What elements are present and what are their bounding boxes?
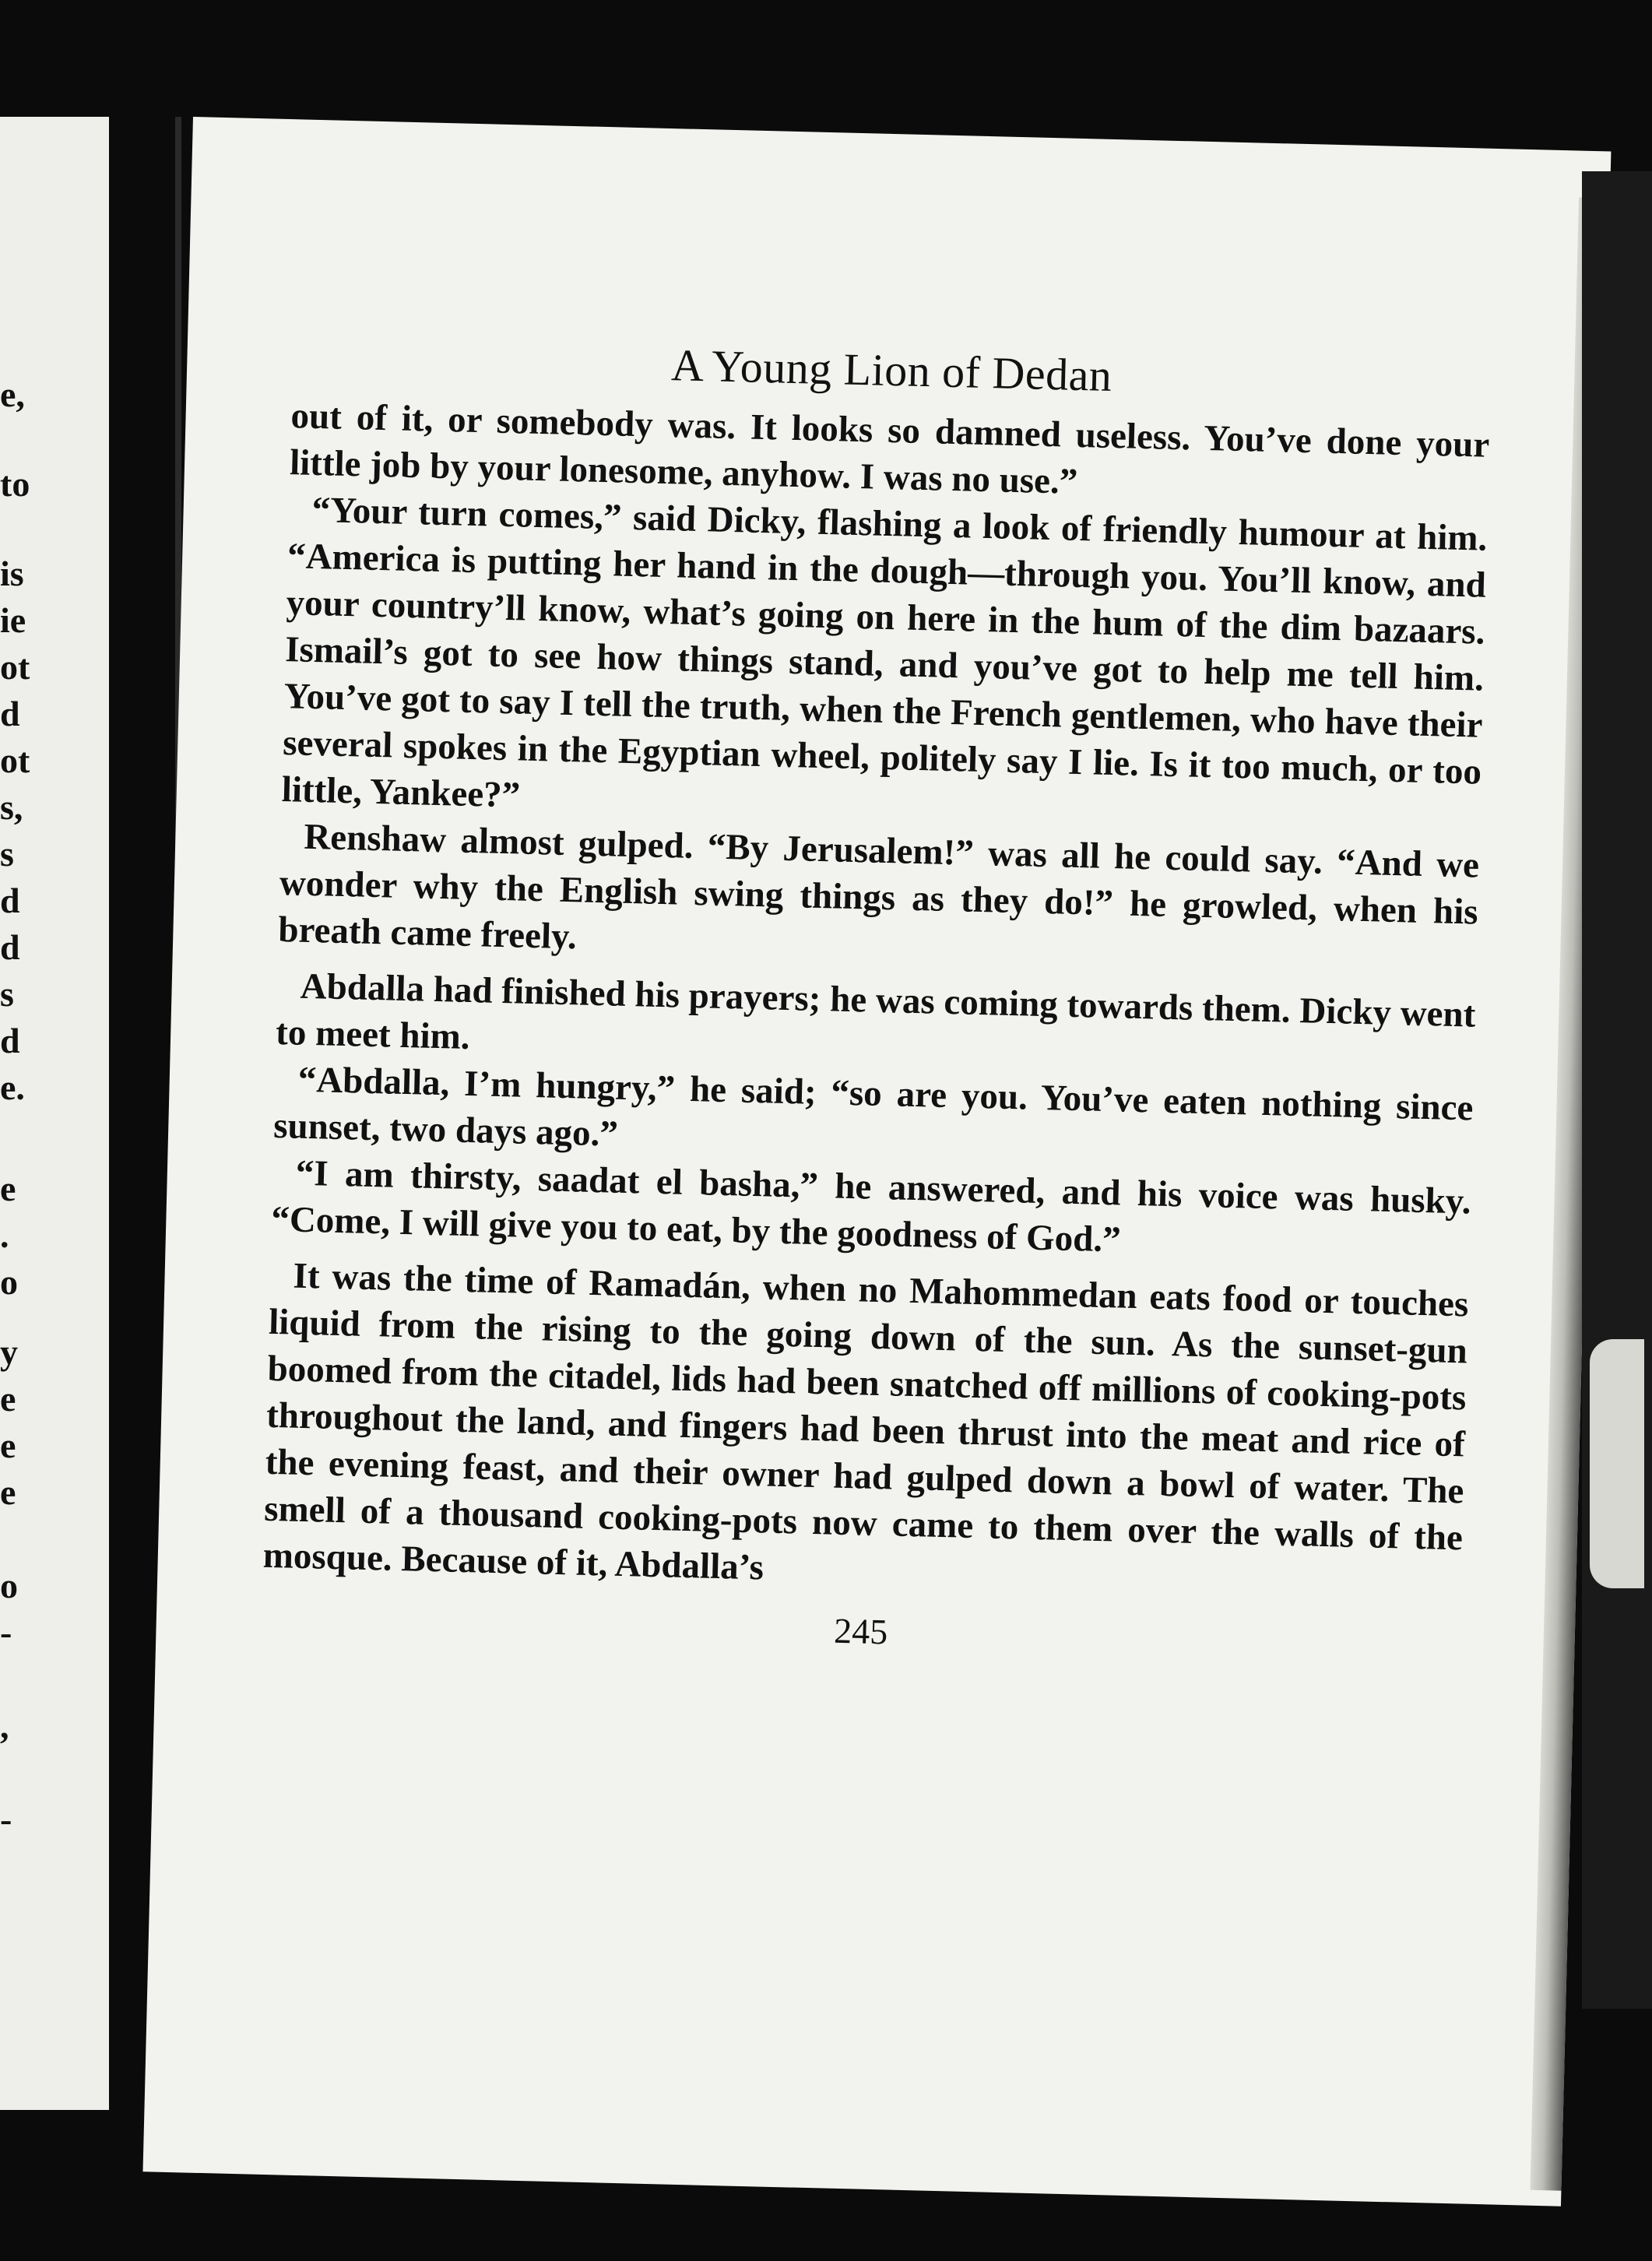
paragraph: Renshaw almost gulped. “By Jerusalem!” was all he could say. “And we wonder why the English swing things as they do!” he growled, when his breath came freely. xyxy=(277,816,1480,958)
paragraph: out of it, or somebody was. It looks so damned useless. You’ve done your little job by your lonesome, anyhow. I was no use.” xyxy=(289,396,1490,502)
left-fragment: ot xyxy=(0,647,30,687)
left-fragment: , xyxy=(0,1706,9,1746)
left-fragment: ie xyxy=(0,600,26,640)
left-fragment: e xyxy=(0,1472,16,1512)
left-fragment: e xyxy=(0,1379,16,1419)
left-fragment: o xyxy=(0,1262,18,1302)
page-content xyxy=(261,329,1492,1666)
paragraph: “I am thirsty, saadat el basha,” he answered, and his voice was husky. “Come, I will give you to eat, by the goodness of God.” xyxy=(270,1152,1472,1261)
left-fragment: e xyxy=(0,1169,16,1208)
left-fragment: - xyxy=(0,1612,12,1652)
right-page xyxy=(142,117,1611,2206)
left-fragment: e. xyxy=(0,1067,25,1107)
paragraph: “Your turn comes,” said Dicky, flashing a look of friendly humour at him. “America is putting her hand in the dough—through you. You’ll know, and your country’ll know, what’s going on here in the hum of the dim bazaars. Ismail’s got to see how things stand, and you’ve got to help me tell him. You’ve got to say I tell the truth, when the French gentlemen, who have their several spokes in the Egyptian wheel, politely say I lie. Is it too much, or too little, Yankee?” xyxy=(281,489,1488,816)
left-fragment: to xyxy=(0,464,30,504)
left-fragment: d xyxy=(0,927,20,967)
left-fragment: d xyxy=(0,694,20,733)
book-cover-edge xyxy=(1582,171,1652,2009)
cover-highlight xyxy=(1590,1339,1644,1588)
left-fragment: y xyxy=(0,1332,18,1372)
running-head: A Young Lion of Dedan xyxy=(670,339,1113,401)
left-fragment: . xyxy=(0,1215,9,1255)
left-page-text-fragments xyxy=(0,117,109,2110)
left-fragment: e, xyxy=(0,374,25,414)
paragraph: It was the time of Ramadán, when no Mahommedan eats food or touches liquid from the rising to the going down of the sun. As the sunset-gun boomed from the citadel, lids had been snatched off millions of cooking-pots throughout the land, and fingers had been thrust into the meat and rice of the evening feast, and their owner had gulped down a bowl of water. The smell of a thousand cooking-pots now came to them over the walls of the mosque. Because of it, Abdalla’s xyxy=(262,1255,1469,1588)
left-fragment: is xyxy=(0,554,24,593)
left-fragment: s, xyxy=(0,787,23,827)
left-facing-page xyxy=(0,117,109,2110)
left-fragment: d xyxy=(0,1021,20,1060)
left-fragment: - xyxy=(0,1799,12,1839)
left-fragment: d xyxy=(0,881,20,920)
left-fragment: ot xyxy=(0,740,30,780)
left-fragment: o xyxy=(0,1566,18,1605)
left-fragment: s xyxy=(0,974,14,1014)
left-fragment: e xyxy=(0,1426,16,1465)
left-fragment: s xyxy=(0,834,14,874)
paragraph: Abdalla had finished his prayers; he was coming towards them. Dicky went to meet him. xyxy=(275,965,1476,1058)
paragraph: “Abdalla, I’m hungry,” he said; “so are you. You’ve eaten nothing since sunset, two days ago.” xyxy=(272,1059,1474,1155)
page-number: 245 xyxy=(833,1610,888,1652)
